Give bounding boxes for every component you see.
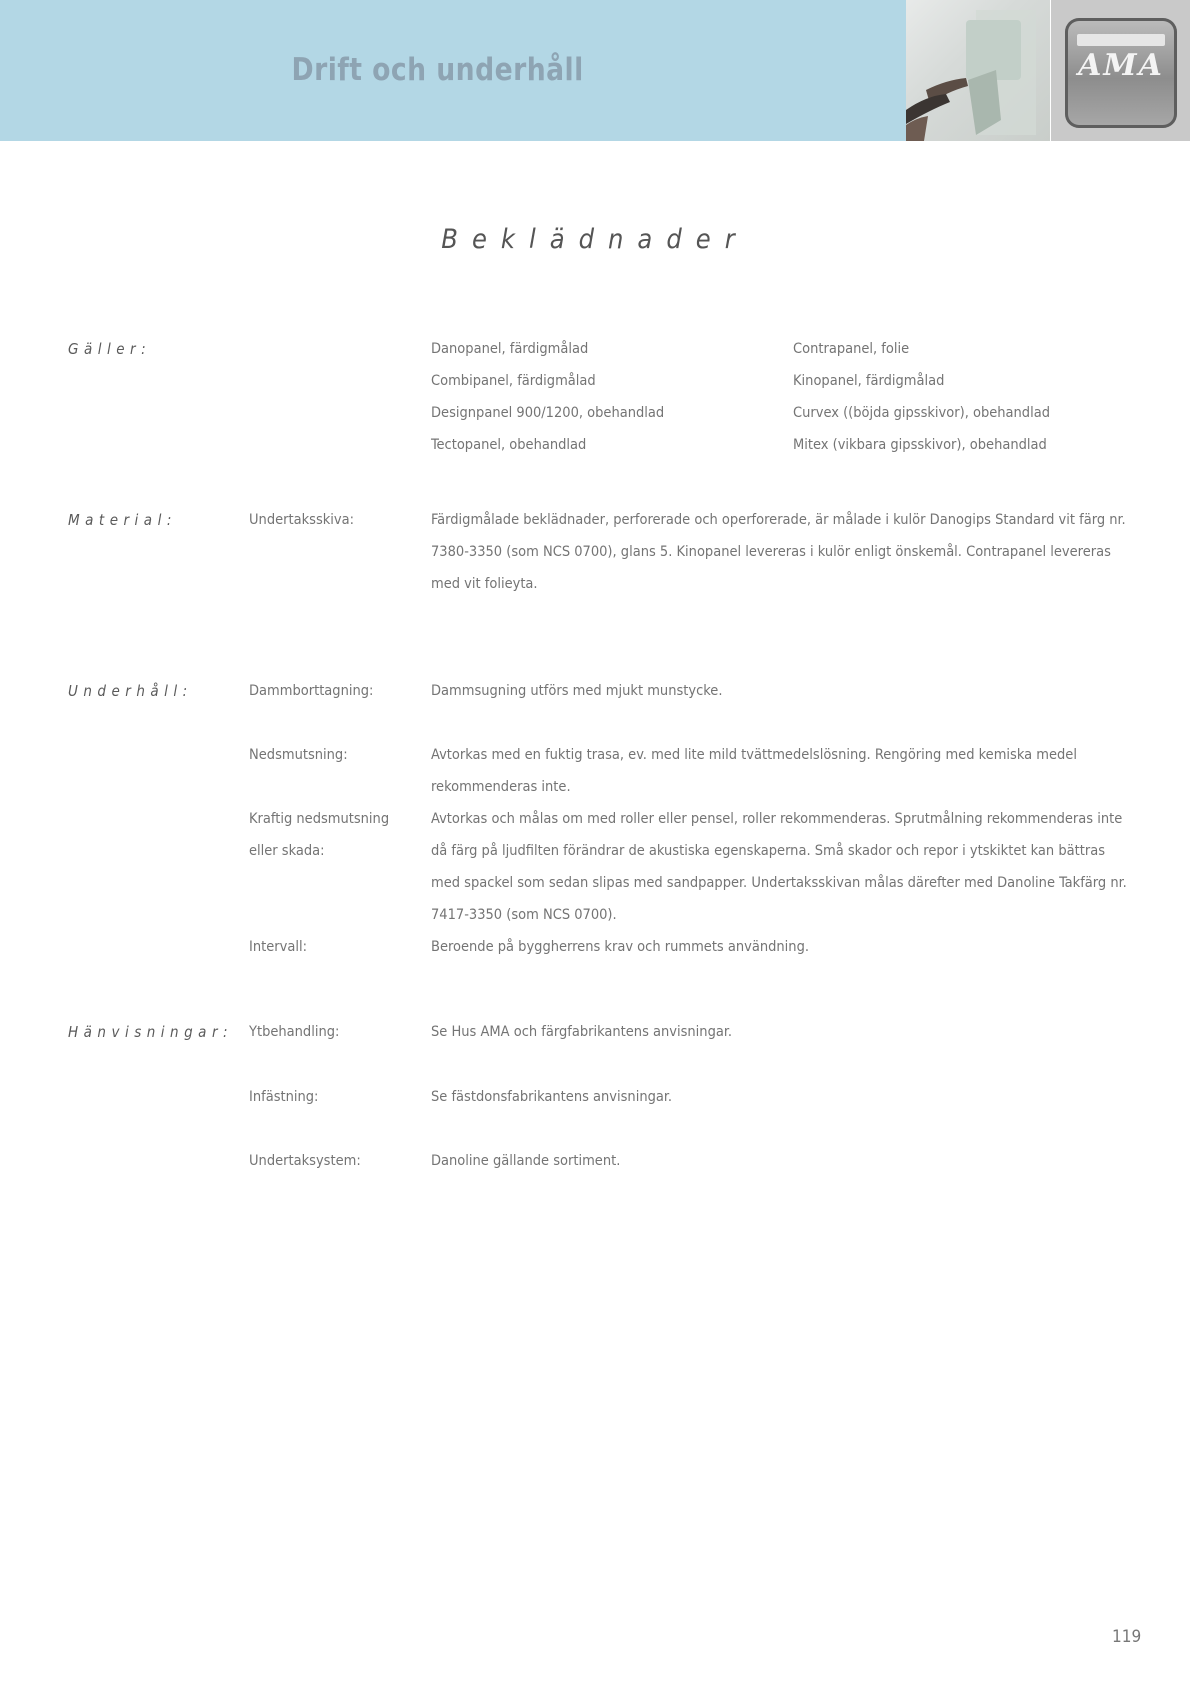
- underhall-text: Avtorkas och målas om med roller eller pensel, roller rekommenderas. Sprutmålning rekommenderas inte då färg på ljudfilten förändrar de akustiska egenskaperna. Små skador och repor i ytskiktet kan bättras med spackel som sedan slipas med sandpapper. Undertaksskivan målas därefter med Danoline Takfärg nr. 7417-3350 (som NCS 0700).: [431, 811, 1127, 923]
- ama-logo: [1065, 18, 1177, 128]
- galler-col1-item: Tectopanel, obehandlad: [431, 437, 587, 453]
- hanvisningar-text: Se Hus AMA och färgfabrikantens anvisningar.: [431, 1024, 733, 1040]
- logo-bar: [1077, 34, 1165, 46]
- underhall-sub-label: Intervall:: [249, 939, 307, 955]
- logo-text: AMA: [1078, 48, 1164, 83]
- underhall-text: Avtorkas med en fuktig trasa, ev. med lite mild tvättmedelslösning. Rengöring med kemiska medel rekommenderas inte.: [431, 747, 1077, 795]
- galler-col1-item: Combipanel, färdigmålad: [431, 373, 596, 389]
- page-title: Drift och underhåll: [291, 52, 584, 88]
- hanvisningar-text: Danoline gällande sortiment.: [431, 1153, 621, 1169]
- hanvisningar-text: Se fästdonsfabrikantens anvisningar.: [431, 1089, 673, 1105]
- category-material: Material:: [68, 511, 177, 529]
- material-sub-label: Undertaksskiva:: [249, 512, 355, 528]
- galler-col1-item: Danopanel, färdigmålad: [431, 341, 589, 357]
- galler-col2-item: Contrapanel, folie: [793, 341, 910, 357]
- hanvisningar-sub-label: Ytbehandling:: [249, 1024, 340, 1040]
- page-number: 119: [1112, 1627, 1142, 1647]
- hanvisningar-sub-label: Infästning:: [249, 1089, 319, 1105]
- underhall-sub-label: Nedsmutsning:: [249, 747, 348, 763]
- galler-col2-item: Mitex (vikbara gipsskivor), obehandlad: [793, 437, 1047, 453]
- painting-roller-photo: [906, 0, 1050, 141]
- underhall-sub-label: Dammborttagning:: [249, 683, 374, 699]
- section-heading: Beklädnader: [441, 224, 749, 255]
- galler-col2-item: Curvex ((böjda gipsskivor), obehandlad: [793, 405, 1050, 421]
- header-photo: [906, 0, 1050, 141]
- underhall-text: Dammsugning utförs med mjukt munstycke.: [431, 683, 723, 699]
- galler-col1-item: Designpanel 900/1200, obehandlad: [431, 405, 665, 421]
- header-band: [0, 0, 906, 141]
- category-hanvisningar: Hänvisningar:: [68, 1023, 234, 1041]
- material-text: Färdigmålade beklädnader, perforerade och operforerade, är målade i kulör Danogips Standard vit färg nr. 7380-3350 (som NCS 0700), glans 5. Kinopanel levereras i kulör enligt önskemål. Contrapanel levereras med vit folieyta.: [431, 512, 1126, 592]
- underhall-text: Beroende på byggherrens krav och rummets användning.: [431, 939, 809, 955]
- underhall-sub-label: Kraftig nedsmutsning eller skada:: [249, 811, 390, 859]
- hanvisningar-sub-label: Undertaksystem:: [249, 1153, 361, 1169]
- category-galler: Gäller:: [68, 340, 152, 358]
- category-underhall: Underhåll:: [68, 682, 193, 700]
- galler-col2-item: Kinopanel, färdigmålad: [793, 373, 945, 389]
- ama-logo-box: [1051, 0, 1190, 141]
